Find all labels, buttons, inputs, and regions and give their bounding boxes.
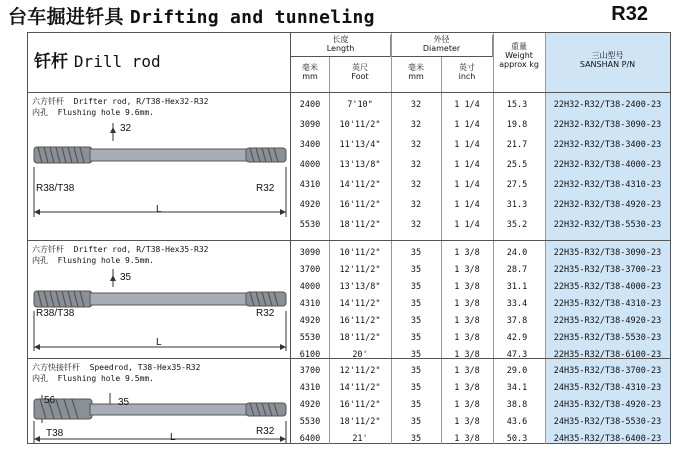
- part-number: 22H35-R32/T38-3090-23: [553, 248, 662, 258]
- desc-line-2: 内孔 Flushing hole 9.5mm.: [32, 374, 154, 383]
- header-mm-cn: 毫米: [302, 63, 318, 72]
- part-number: 24H35-R32/T38-6400-23: [553, 434, 662, 444]
- diameter-inch: 1 3/8: [454, 316, 480, 326]
- diameter-mm: 35: [410, 299, 422, 309]
- diameter-mm: 32: [410, 100, 422, 110]
- table-row: [291, 215, 670, 235]
- diameter-inch: 1 3/8: [454, 265, 480, 275]
- diameter-mm: 32: [410, 200, 422, 210]
- diameter-inch: 1 3/8: [454, 434, 480, 444]
- section-speedrod-hex35: [28, 358, 670, 444]
- diameter-mm: 32: [410, 160, 422, 170]
- part-number: 22H35-R32/T38-6100-23: [553, 350, 662, 360]
- weight: 21.7: [506, 140, 528, 150]
- weight: 25.5: [506, 160, 528, 170]
- length-foot: 14'11/2": [339, 299, 381, 309]
- rod-drawing: [28, 381, 291, 445]
- length-mm: 4310: [299, 180, 321, 190]
- diameter-mm: 35: [410, 282, 422, 292]
- section-description-cell: [28, 241, 291, 359]
- header-weight: [493, 42, 545, 69]
- table-row: [291, 135, 670, 155]
- length-mm: 4000: [299, 160, 321, 170]
- table-row: [291, 95, 670, 115]
- diameter-mm: 35: [410, 265, 422, 275]
- length-mm: 3090: [299, 120, 321, 130]
- table-row: [291, 429, 670, 449]
- header-pn-cn: 三山型号: [591, 51, 624, 60]
- part-number: 22H32-R32/T38-3090-23: [553, 120, 662, 130]
- diameter-inch: 1 3/8: [454, 417, 480, 427]
- diameter-mm: 35: [410, 248, 422, 258]
- desc-line-1: 六方快接钎杆 Speedrod, T38-Hex35-R32: [32, 363, 201, 372]
- length-mm: 5530: [299, 220, 321, 230]
- header-length: [291, 35, 391, 57]
- diameter-inch: 1 1/4: [454, 120, 480, 130]
- right-thread-label: R32: [256, 183, 275, 194]
- part-number: 22H35-R32/T38-3700-23: [553, 265, 662, 275]
- diameter-inch: 1 1/4: [454, 160, 480, 170]
- diameter-mm: 35: [410, 434, 422, 444]
- diameter-mm: 32: [410, 120, 422, 130]
- length-mm: 2400: [299, 100, 321, 110]
- header-title-cell: [28, 33, 291, 93]
- title-en: Drifting and tunneling: [129, 7, 375, 28]
- length-mm: 3090: [299, 248, 321, 258]
- length-foot: 18'11/2": [339, 333, 381, 343]
- length-mm: 4920: [299, 400, 321, 410]
- header-mm-en: mm: [302, 72, 318, 81]
- length-foot: 16'11/2": [339, 316, 381, 326]
- length-mm: 3700: [299, 265, 321, 275]
- right-thread-label: R32: [256, 308, 275, 319]
- header-length-en: Length: [326, 44, 355, 53]
- length-foot: 16'11/2": [339, 400, 381, 410]
- diameter-mm: 35: [410, 400, 422, 410]
- length-foot: 13'13/8": [339, 160, 381, 170]
- weight: 35.2: [506, 220, 528, 230]
- length-foot: 11'13/4": [339, 140, 381, 150]
- part-number: 22H35-R32/T38-4920-23: [553, 316, 662, 326]
- weight: 27.5: [506, 180, 528, 190]
- diameter-inch: 1 1/4: [454, 220, 480, 230]
- desc-line-2: 内孔 Flushing hole 9.5mm.: [32, 256, 154, 265]
- left-shank-label: R38/T38: [36, 308, 75, 319]
- length-foot: 10'11/2": [339, 248, 381, 258]
- header-weight-unit: approx kg: [499, 60, 539, 69]
- left-shank-label: T38: [46, 428, 64, 439]
- weight: 29.0: [506, 366, 528, 376]
- length-foot: 13'13/8": [339, 282, 381, 292]
- length-mm: 6100: [299, 350, 321, 360]
- diameter-inch: 1 3/8: [454, 299, 480, 309]
- product-code: R32: [611, 3, 648, 25]
- length-mm: 4310: [299, 299, 321, 309]
- diameter-inch: 1 1/4: [454, 140, 480, 150]
- diameter-inch: 1 3/8: [454, 366, 480, 376]
- part-number: 22H32-R32/T38-4000-23: [553, 160, 662, 170]
- table-row: [291, 195, 670, 215]
- length-mm: 4920: [299, 200, 321, 210]
- section-description-cell: [28, 93, 291, 240]
- part-number: 22H32-R32/T38-5530-23: [553, 220, 662, 230]
- diameter-inch: 1 3/8: [454, 400, 480, 410]
- hex-label: 35: [120, 272, 132, 283]
- length-mm: 4920: [299, 316, 321, 326]
- section-description: [32, 96, 209, 118]
- part-number: 22H35-R32/T38-4000-23: [553, 282, 662, 292]
- length-foot: 7'10": [347, 100, 373, 110]
- desc-line-1: 六方钎杆 Drifter rod, R/T38-Hex32-R32: [32, 97, 209, 106]
- part-number: 24H35-R32/T38-4920-23: [553, 400, 662, 410]
- table-row: [291, 115, 670, 135]
- diameter-mm: 35: [410, 333, 422, 343]
- part-number: 24H35-R32/T38-4310-23: [553, 383, 662, 393]
- shank-label: 56: [44, 395, 56, 406]
- length-mm: 5530: [299, 417, 321, 427]
- length-foot: 16'11/2": [339, 200, 381, 210]
- hex-label: 35: [118, 397, 130, 408]
- weight: 47.3: [506, 350, 528, 360]
- length-foot: 14'11/2": [339, 180, 381, 190]
- weight: 42.9: [506, 333, 528, 343]
- hex-label: 32: [120, 123, 132, 134]
- diameter-mm: 35: [410, 350, 422, 360]
- header-left-cn: 钎杆: [34, 52, 68, 72]
- header-dmm: [391, 63, 441, 81]
- length-foot: 12'11/2": [339, 265, 381, 275]
- section-description-cell: [28, 359, 291, 444]
- length-foot: 18'11/2": [339, 417, 381, 427]
- weight: 31.3: [506, 200, 528, 210]
- spec-table: [27, 32, 671, 444]
- diameter-inch: 1 3/8: [454, 350, 480, 360]
- weight: 19.8: [506, 120, 528, 130]
- diameter-mm: 32: [410, 180, 422, 190]
- header-diameter-cn: 外径: [433, 35, 450, 44]
- diameter-mm: 35: [410, 366, 422, 376]
- length-mm: 3400: [299, 140, 321, 150]
- section-drifter-rod-hex32: [28, 93, 670, 240]
- diameter-mm: 32: [410, 140, 422, 150]
- header-foot: [329, 63, 391, 81]
- header-left-en: Drill rod: [73, 52, 161, 71]
- header-pn-en: SANSHAN P/N: [579, 60, 636, 69]
- part-number: 22H35-R32/T38-5530-23: [553, 333, 662, 343]
- diameter-inch: 1 1/4: [454, 100, 480, 110]
- length-mm: 5530: [299, 333, 321, 343]
- length-foot: 21': [352, 434, 368, 444]
- header-mm: [291, 63, 329, 81]
- page-title: [8, 2, 375, 29]
- weight: 37.8: [506, 316, 528, 326]
- part-number: 22H35-R32/T38-4310-23: [553, 299, 662, 309]
- weight: 28.7: [506, 265, 528, 275]
- length-foot: 18'11/2": [339, 220, 381, 230]
- length-mm: 4310: [299, 383, 321, 393]
- header-dmm-cn: 毫米: [408, 63, 424, 72]
- rod-drawing: [28, 117, 291, 237]
- desc-line-1: 六方钎杆 Drifter rod, R/T38-Hex35-R32: [32, 245, 209, 254]
- diameter-inch: 1 3/8: [454, 282, 480, 292]
- header-pn: [545, 51, 670, 69]
- length-foot: 14'11/2": [339, 383, 381, 393]
- part-number: 24H35-R32/T38-5530-23: [553, 417, 662, 427]
- length-mm: 4000: [299, 282, 321, 292]
- header-foot-cn: 英尺: [352, 63, 368, 72]
- diameter-mm: 35: [410, 417, 422, 427]
- length-label: L: [156, 337, 162, 348]
- title-cn: 台车掘进钎具: [8, 6, 124, 28]
- header-inch-en: inch: [458, 72, 476, 81]
- section-drifter-rod-hex35: [28, 240, 670, 359]
- part-number: 22H32-R32/T38-4310-23: [553, 180, 662, 190]
- length-mm: 6400: [299, 434, 321, 444]
- weight: 34.1: [506, 383, 528, 393]
- weight: 31.1: [506, 282, 528, 292]
- length-foot: 12'11/2": [339, 366, 381, 376]
- part-number: 24H35-R32/T38-3700-23: [553, 366, 662, 376]
- weight: 15.3: [506, 100, 528, 110]
- part-number: 22H32-R32/T38-2400-23: [553, 100, 662, 110]
- length-label: L: [156, 204, 162, 215]
- table-row: [291, 175, 670, 195]
- diameter-inch: 1 1/4: [454, 180, 480, 190]
- part-number: 22H32-R32/T38-4920-23: [553, 200, 662, 210]
- length-label: L: [170, 432, 176, 443]
- diameter-inch: 1 3/8: [454, 333, 480, 343]
- diameter-inch: 1 3/8: [454, 248, 480, 258]
- header-diameter: [391, 35, 493, 57]
- table-row: [291, 155, 670, 175]
- header-inch-cn: 英寸: [459, 63, 475, 72]
- header-diameter-en: Diameter: [422, 44, 461, 53]
- desc-line-2: 内孔 Flushing hole 9.6mm.: [32, 108, 154, 117]
- weight: 33.4: [506, 299, 528, 309]
- length-mm: 3700: [299, 366, 321, 376]
- header-weight-cn: 重量: [511, 42, 527, 51]
- weight: 24.0: [506, 248, 528, 258]
- length-foot: 20': [352, 350, 368, 360]
- weight: 50.3: [506, 434, 528, 444]
- header-dmm-en: mm: [408, 72, 424, 81]
- part-number: 22H32-R32/T38-3400-23: [553, 140, 662, 150]
- header-inch: [441, 63, 493, 81]
- length-foot: 10'11/2": [339, 120, 381, 130]
- right-thread-label: R32: [256, 426, 275, 437]
- header-weight-en: Weight: [505, 51, 533, 60]
- diameter-mm: 35: [410, 316, 422, 326]
- weight: 43.6: [506, 417, 528, 427]
- left-shank-label: R38/T38: [36, 183, 75, 194]
- diameter-inch: 1 3/8: [454, 383, 480, 393]
- header-length-cn: 长度: [332, 35, 349, 44]
- header-foot-en: Foot: [351, 72, 369, 81]
- diameter-mm: 35: [410, 383, 422, 393]
- weight: 38.8: [506, 400, 528, 410]
- diameter-inch: 1 1/4: [454, 200, 480, 210]
- diameter-mm: 32: [410, 220, 422, 230]
